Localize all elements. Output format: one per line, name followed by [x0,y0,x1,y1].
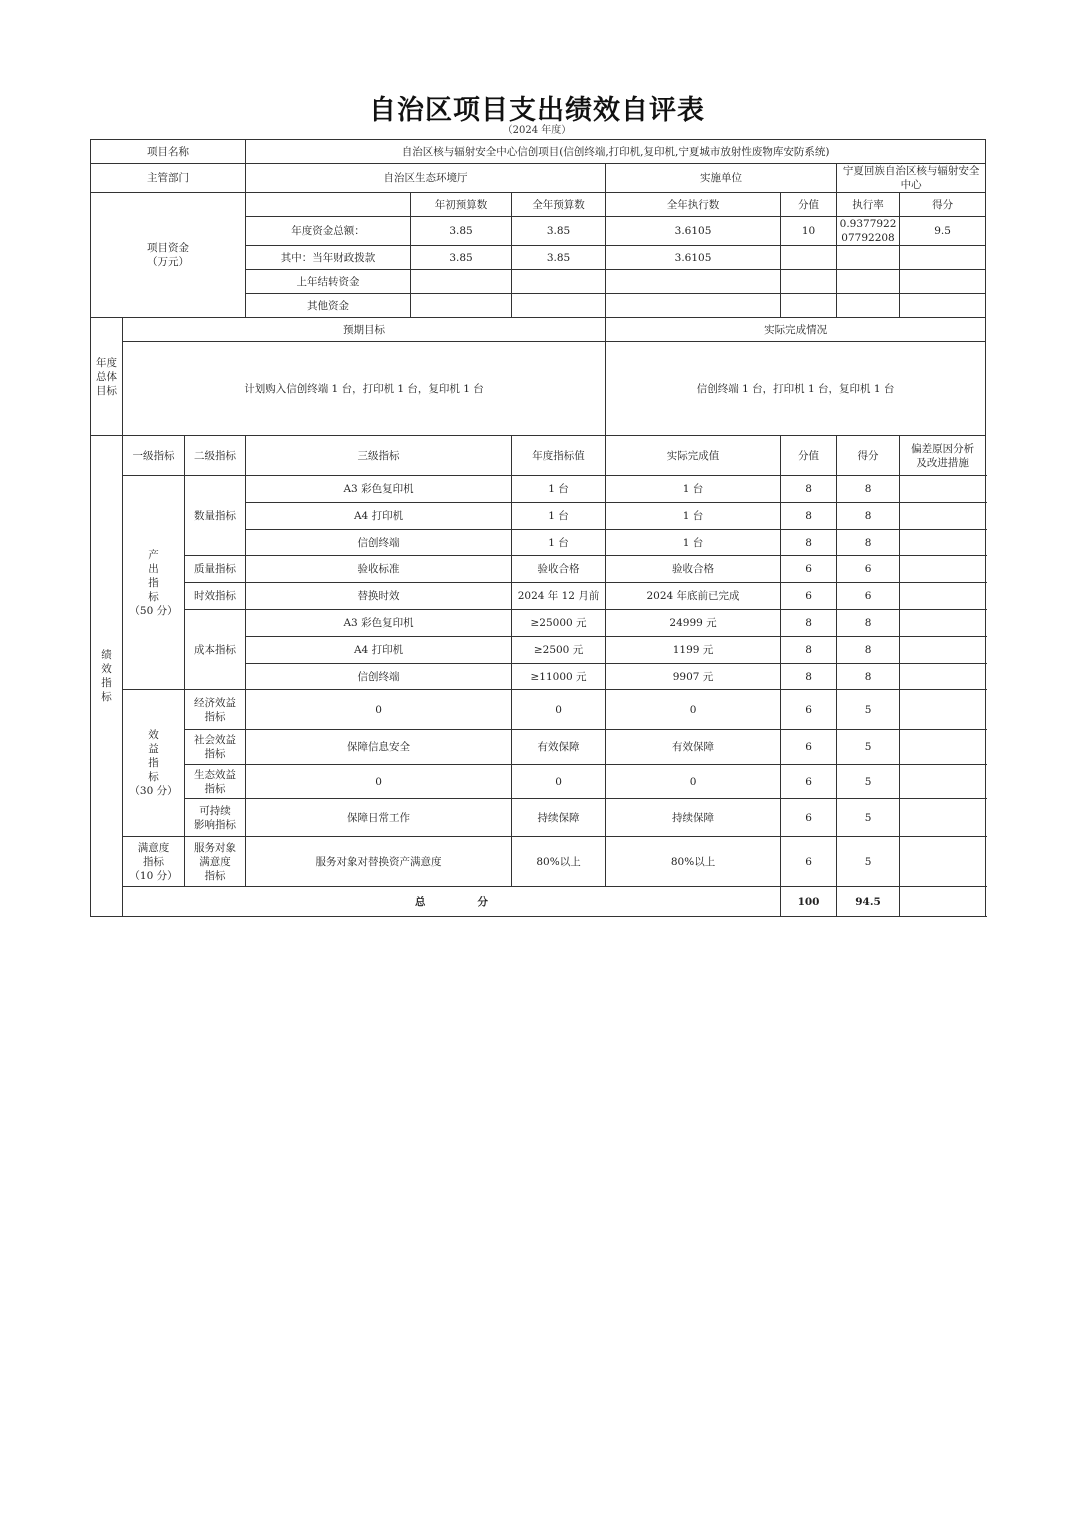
indicator-actual: 0 [606,690,781,730]
indicator-name: 0 [246,690,512,730]
indicator-actual: 24999 元 [606,610,781,637]
executed-cell: 3.6105 [606,246,781,270]
indicator-actual: 1 台 [606,530,781,556]
indicator-target: ≥2500 元 [512,637,606,664]
indicator-score: 8 [837,476,900,503]
indicator-row [91,837,986,887]
indicator-deviation [900,530,986,556]
indicator-deviation [900,730,986,765]
total-row [91,887,986,917]
total-label-second: 分 [477,895,489,908]
indicator-score-value: 6 [781,730,837,765]
social-indicator-label: 社会效益 指标 [185,730,246,765]
indicator-score: 5 [837,799,900,837]
full-budget-cell: 3.85 [512,246,606,270]
indicator-score-value: 6 [781,556,837,583]
indicator-deviation [900,664,986,690]
timeliness-indicator-label: 时效指标 [185,583,246,610]
indicator-deviation [900,476,986,503]
indicator-score-value: 6 [781,765,837,799]
indicator-target: 1 台 [512,476,606,503]
actual-completion-text: 信创终端 1 台，打印机 1 台，复印机 1 台 [606,342,986,436]
funds-row-label: 上年结转资金 [246,270,411,294]
indicator-name: A3 彩色复印机 [246,476,512,503]
funds-score-cell [900,246,986,270]
project-name-value: 自治区核与辐射安全中心信创项目(信创终端,打印机,复印机,宁夏城市放射性废物库安防系统) [246,140,986,164]
actual-value-header: 实际完成值 [606,436,781,476]
executed-cell [606,270,781,294]
target-header: 年度指标值 [512,436,606,476]
indicator-target: 0 [512,690,606,730]
indicator-target: 1 台 [512,503,606,530]
expected-goal-header: 预期目标 [123,318,606,342]
indicator-actual: 1 台 [606,476,781,503]
funds-row-label: 其中：当年财政拨款 [246,246,411,270]
total-score-value: 100 [781,887,837,917]
quantity-indicator-label: 数量指标 [185,476,246,556]
funds-row-label: 其他资金 [246,294,411,318]
sustainable-indicator-label: 可持续 影响指标 [185,799,246,837]
indicator-score-value: 8 [781,637,837,664]
funds-header-blank [246,193,411,217]
project-name-label: 项目名称 [91,140,246,164]
rate-cell [837,270,900,294]
indicator-actual: 有效保障 [606,730,781,765]
indicator-score: 8 [837,530,900,556]
indicator-deviation [900,503,986,530]
indicator-deviation [900,765,986,799]
indicator-actual: 1199 元 [606,637,781,664]
indicator-name: 0 [246,765,512,799]
indicator-actual: 0 [606,765,781,799]
ecological-indicator-label: 生态效益 指标 [185,765,246,799]
goals-content-row [91,342,986,436]
funds-score-value-cell [781,270,837,294]
level3-header: 三级指标 [246,436,512,476]
funds-score-value-cell: 10 [781,217,837,246]
indicator-target: 0 [512,765,606,799]
indicator-score-value: 6 [781,799,837,837]
indicator-row [91,730,986,765]
funds-score-value-header: 分值 [781,193,837,217]
rate-cell [837,246,900,270]
indicator-target: 持续保障 [512,799,606,837]
funds-score-value-cell [781,294,837,318]
rate-header: 执行率 [837,193,900,217]
page-subtitle: （2024 年度） [502,125,572,136]
initial-budget-header: 年初预算数 [411,193,512,217]
indicator-actual: 1 台 [606,503,781,530]
funds-score-header: 得分 [900,193,986,217]
indicator-score-value: 8 [781,664,837,690]
indicator-target: 80%以上 [512,837,606,887]
indicator-name: 信创终端 [246,530,512,556]
initial-budget-cell [411,270,512,294]
indicator-name: 保障日常工作 [246,799,512,837]
executed-cell: 3.6105 [606,217,781,246]
indicator-score: 8 [837,610,900,637]
indicator-row [91,799,986,837]
indicator-target: 有效保障 [512,730,606,765]
goals-label: 年度 总体 目标 [91,318,123,436]
service-satisfaction-label: 服务对象 满意度 指标 [185,837,246,887]
implementing-unit-value: 宁夏回族自治区核与辐射安全中心 [837,164,986,193]
full-budget-cell: 3.85 [512,217,606,246]
indicator-name: A4 打印机 [246,637,512,664]
total-score: 94.5 [837,887,900,917]
department-label: 主管部门 [91,164,246,193]
rate-cell: 0.937792207792208 [837,217,900,246]
self-evaluation-table [90,139,986,917]
score-header: 得分 [837,436,900,476]
funds-label: 项目资金 （万元） [91,193,246,318]
funds-score-value-cell [781,246,837,270]
total-label [123,887,781,917]
indicator-deviation [900,837,986,887]
indicator-score: 5 [837,765,900,799]
economic-indicator-label: 经济效益 指标 [185,690,246,730]
indicators-label: 绩 效 指 标 [91,436,123,917]
project-name-row [91,140,986,164]
department-row [91,164,986,193]
indicator-actual: 验收合格 [606,556,781,583]
indicator-actual: 持续保障 [606,799,781,837]
indicator-deviation [900,556,986,583]
actual-completion-header: 实际完成情况 [606,318,986,342]
rate-cell [837,294,900,318]
page-title: 自治区项目支出绩效自评表 [369,95,705,126]
initial-budget-cell: 3.85 [411,246,512,270]
indicator-deviation [900,799,986,837]
executed-header: 全年执行数 [606,193,781,217]
indicator-deviation [900,690,986,730]
deviation-header: 偏差原因分析 及改进措施 [900,436,986,476]
indicator-target: ≥11000 元 [512,664,606,690]
indicator-score: 5 [837,837,900,887]
indicator-name: 替换时效 [246,583,512,610]
funds-score-cell: 9.5 [900,217,986,246]
indicator-row [91,690,986,730]
indicator-name: A3 彩色复印机 [246,610,512,637]
funds-score-cell [900,270,986,294]
indicator-name: 保障信息安全 [246,730,512,765]
indicator-row [91,556,986,583]
full-budget-cell [512,294,606,318]
funds-row-label: 年度资金总额： [246,217,411,246]
indicator-actual: 9907 元 [606,664,781,690]
indicator-score: 6 [837,556,900,583]
goals-header-row [91,318,986,342]
indicator-name: 服务对象对替换资产满意度 [246,837,512,887]
indicator-row [91,476,986,503]
quality-indicator-label: 质量指标 [185,556,246,583]
executed-cell [606,294,781,318]
indicator-row [91,583,986,610]
indicator-name: A4 打印机 [246,503,512,530]
indicator-score-value: 8 [781,610,837,637]
total-label-first: 总 [415,895,426,908]
indicator-actual: 2024 年底前已完成 [606,583,781,610]
indicator-name: 信创终端 [246,664,512,690]
implementing-unit-label: 实施单位 [606,164,837,193]
funds-score-cell [900,294,986,318]
benefit-indicators-label: 效 益 指 标 （30 分） [123,690,185,837]
indicator-score-value: 8 [781,503,837,530]
output-indicators-label: 产 出 指 标 （50 分） [123,476,185,690]
indicator-score-value: 6 [781,583,837,610]
indicator-score: 6 [837,583,900,610]
indicator-score: 8 [837,637,900,664]
expected-goal-text: 计划购入信创终端 1 台，打印机 1 台，复印机 1 台 [123,342,606,436]
score-value-header: 分值 [781,436,837,476]
indicator-score-value: 6 [781,837,837,887]
indicator-header-row [91,436,986,476]
indicator-deviation [900,637,986,664]
indicator-target: 2024 年 12 月前 [512,583,606,610]
full-budget-header: 全年预算数 [512,193,606,217]
satisfaction-indicators-label: 满意度 指标 （10 分） [123,837,185,887]
funds-header-row [91,193,986,217]
indicator-name: 验收标准 [246,556,512,583]
indicator-score: 5 [837,690,900,730]
indicator-target: ≥25000 元 [512,610,606,637]
level2-header: 二级指标 [185,436,246,476]
full-budget-cell [512,270,606,294]
indicator-deviation [900,610,986,637]
department-value: 自治区生态环境厅 [246,164,606,193]
indicator-score-value: 8 [781,530,837,556]
indicator-target: 验收合格 [512,556,606,583]
indicator-row [91,610,986,637]
level1-header: 一级指标 [123,436,185,476]
indicator-score: 8 [837,503,900,530]
indicator-score: 5 [837,730,900,765]
indicator-score-value: 6 [781,690,837,730]
initial-budget-cell: 3.85 [411,217,512,246]
initial-budget-cell [411,294,512,318]
total-deviation [900,887,986,917]
indicator-score: 8 [837,664,900,690]
indicator-actual: 80%以上 [606,837,781,887]
indicator-target: 1 台 [512,530,606,556]
indicator-deviation [900,583,986,610]
cost-indicator-label: 成本指标 [185,610,246,690]
indicator-row [91,765,986,799]
indicator-score-value: 8 [781,476,837,503]
